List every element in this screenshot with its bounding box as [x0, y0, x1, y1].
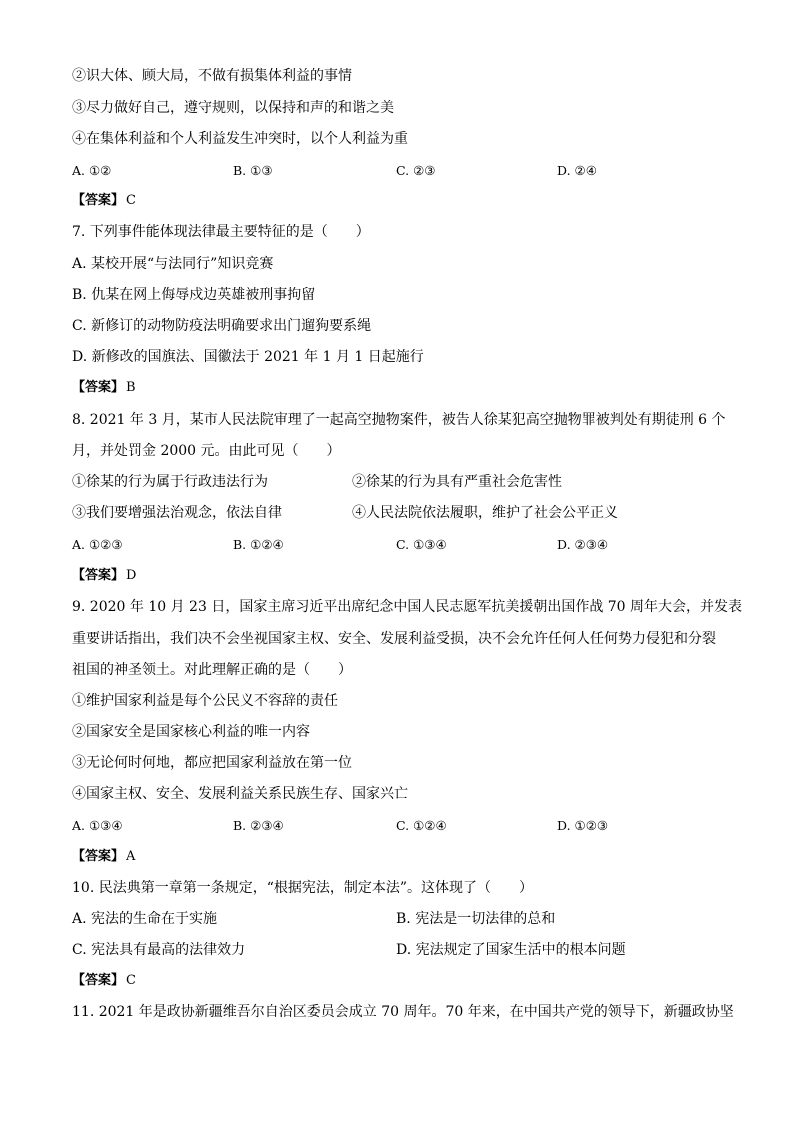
q8-item-3: ③我们要增强法治观念，依法自律 — [72, 505, 282, 521]
q6-answer — [72, 192, 136, 210]
q8-item-2: ②徐某的行为具有严重社会危害性 — [352, 474, 562, 490]
q9-stem-line-2: 重要讲话指出，我们决不会坐视国家主权、安全、发展利益受损，决不会允许任何人任何势力侵犯和分裂 — [72, 631, 716, 647]
q9-option-c: C. ①②④ — [396, 818, 447, 833]
q9-item-4: ④国家主权、安全、发展利益关系民族生存、国家兴亡 — [72, 786, 408, 802]
q7-answer — [72, 379, 136, 397]
q6-item-3: ③尽力做好自己，遵守规则，以保持和声的和谐之美 — [72, 100, 394, 116]
q10-option-c: C. 宪法具有最高的法律效力 — [72, 942, 246, 958]
answer-label: 【答案】 — [72, 568, 125, 583]
q9-option-d: D. ①②③ — [557, 818, 609, 833]
q9-option-b: B. ②③④ — [233, 818, 284, 833]
q9-item-3: ③无论何时何地，都应把国家利益放在第一位 — [72, 755, 352, 771]
answer-label: 【答案】 — [72, 193, 125, 208]
answer-label: 【答案】 — [72, 380, 125, 395]
q8-option-a: A. ①②③ — [72, 537, 123, 552]
q10-option-b: B. 宪法是一切法律的总和 — [396, 911, 556, 927]
q7-option-a: A. 某校开展“与法同行”知识竞赛 — [72, 256, 274, 272]
q11-stem-line-1: 11. 2021 年是政协新疆维吾尔自治区委员会成立 70 周年。70 年来，在中国共产党的领导下，新疆政协坚 — [72, 1004, 734, 1020]
q10-stem: 10. 民法典第一章第一条规定，“根据宪法，制定本法”。这体现了（ ） — [72, 880, 534, 896]
q6-option-d: D. ②④ — [557, 163, 597, 178]
answer-label: 【答案】 — [72, 973, 125, 988]
answer-value: C — [126, 973, 136, 988]
q8-item-4: ④人民法院依法履职，维护了社会公平正义 — [352, 505, 618, 521]
q9-stem-line-1: 9. 2020 年 10 月 23 日，国家主席习近平出席纪念中国人民志愿军抗美援朝出国作战 70 周年大会，并发表 — [72, 599, 743, 615]
q9-answer — [72, 848, 135, 866]
q10-option-a: A. 宪法的生命在于实施 — [72, 911, 218, 927]
q9-option-a: A. ①③④ — [72, 818, 123, 833]
q7-option-b: B. 仇某在网上侮辱戍边英雄被刑事拘留 — [72, 287, 316, 303]
q8-option-d: D. ②③④ — [557, 537, 609, 552]
q10-option-d: D. 宪法规定了国家生活中的根本问题 — [396, 942, 626, 958]
q9-stem-line-3: 祖国的神圣领土。对此理解正确的是（ ） — [72, 662, 352, 678]
answer-label: 【答案】 — [72, 849, 125, 864]
q7-option-d: D. 新修改的国旗法、国徽法于 2021 年 1 月 1 日起施行 — [72, 349, 424, 365]
q6-option-b: B. ①③ — [233, 163, 273, 178]
q8-option-c: C. ①③④ — [396, 537, 447, 552]
q8-answer — [72, 567, 136, 585]
answer-value: D — [126, 568, 137, 583]
q10-answer — [72, 972, 136, 990]
answer-value: C — [126, 193, 136, 208]
q7-stem: 7. 下列事件能体现法律最主要特征的是（ ） — [72, 224, 370, 240]
q6-option-c: C. ②③ — [396, 163, 436, 178]
answer-value: A — [126, 849, 136, 864]
q8-option-b: B. ①②④ — [233, 537, 284, 552]
q9-item-1: ①维护国家利益是每个公民义不容辞的责任 — [72, 693, 338, 709]
q6-item-4: ④在集体利益和个人利益发生冲突时，以个人利益为重 — [72, 131, 408, 147]
q6-item-2: ②识大体、顾大局，不做有损集体利益的事情 — [72, 68, 352, 84]
q8-stem-line-2: 月，并处罚金 2000 元。由此可见（ ） — [72, 443, 341, 459]
q9-item-2: ②国家安全是国家核心利益的唯一内容 — [72, 724, 310, 740]
q8-item-1: ①徐某的行为属于行政违法行为 — [72, 474, 268, 490]
q7-option-c: C. 新修订的动物防疫法明确要求出门遛狗要系绳 — [72, 318, 372, 334]
q6-option-a: A. ①② — [72, 163, 112, 178]
q8-stem-line-1: 8. 2021 年 3 月，某市人民法院审理了一起高空抛物案件，被告人徐某犯高空抛物罪被判处有期徒刑 6 个 — [72, 412, 726, 428]
answer-value: B — [126, 380, 136, 395]
